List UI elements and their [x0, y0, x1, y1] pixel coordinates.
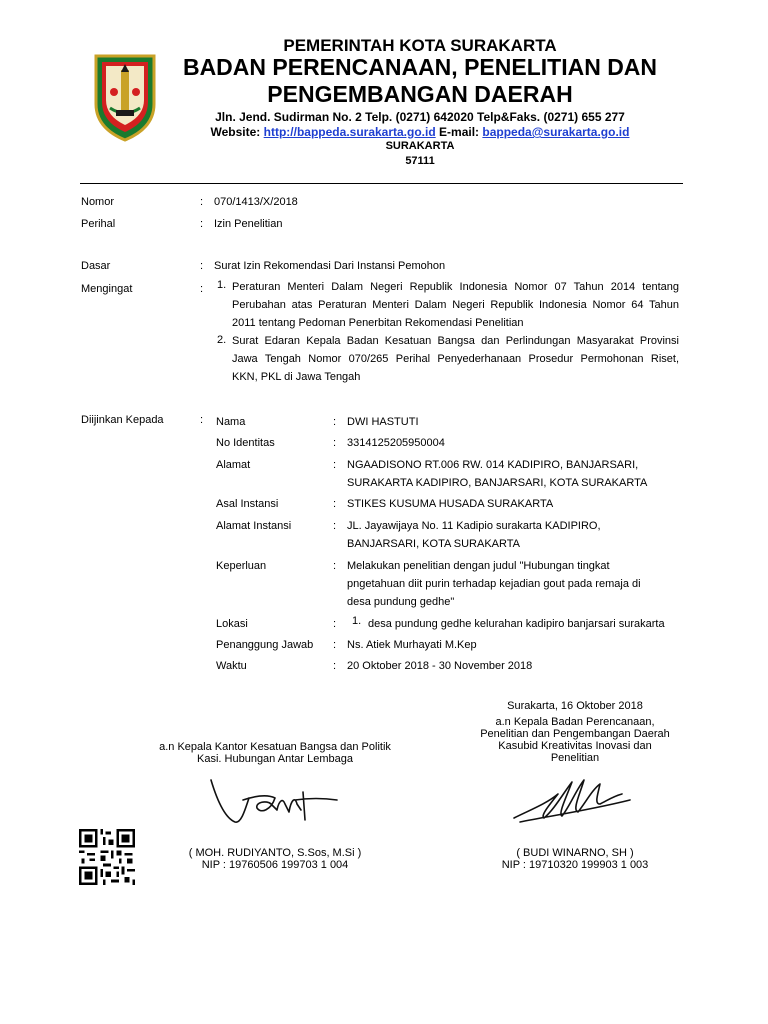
lokasi-number: 1.	[352, 615, 362, 627]
email-label: E-mail:	[439, 125, 480, 139]
alamat-instansi-label: Alamat Instansi	[216, 520, 292, 532]
lokasi-value: desa pundung gedhe kelurahan kadipiro banjarsari surakarta	[368, 618, 665, 630]
colon: :	[333, 520, 337, 532]
keperluan-line2: pngetahuan diit purin terhadap kejadian gout pada remaja di	[347, 578, 641, 590]
mengingat-1-line2: Perubahan atas Peraturan Menteri Dalam Negeri Republik Indonesia Nomor 64 Tahun	[232, 299, 679, 311]
website-link[interactable]: http://bappeda.surakarta.go.id	[263, 125, 436, 139]
waktu-label: Waktu	[216, 660, 247, 672]
mengingat-1-number: 1.	[217, 279, 227, 291]
penanggung-label: Penanggung Jawab	[216, 639, 314, 651]
qr-code-icon	[79, 829, 135, 885]
colon: :	[333, 660, 337, 672]
signature-right-line2: Penelitian dan Pengembangan Daerah	[480, 728, 670, 740]
mengingat-1	[232, 278, 679, 332]
header-agency-line2: PENGEMBANGAN DAERAH	[267, 81, 573, 107]
alamat-line1: NGAADISONO RT.006 RW. 014 KADIPIRO, BANJARSARI,	[347, 459, 639, 471]
alamat-instansi-line2: BANJARSARI, KOTA SURAKARTA	[347, 538, 520, 550]
signature-right-footer	[470, 847, 680, 871]
colon: :	[200, 260, 204, 272]
nomor-value: 070/1413/X/2018	[214, 196, 298, 208]
colon: :	[200, 196, 204, 208]
perihal-label: Perihal	[81, 218, 116, 230]
nomor-label: Nomor	[81, 196, 115, 208]
colon: :	[333, 560, 337, 572]
colon: :	[200, 283, 204, 295]
mengingat-label: Mengingat	[81, 283, 133, 295]
colon: :	[333, 459, 337, 471]
header-contact	[160, 125, 680, 139]
colon: :	[333, 639, 337, 651]
identitas-value: 3314125205950004	[347, 437, 445, 449]
keperluan-line1: Melakukan penelitian dengan judul "Hubungan tingkat	[347, 560, 610, 572]
header-address: Jln. Jend. Sudirman No. 2 Telp. (0271) 642020 Telp&Faks. (0271) 655 277	[215, 110, 625, 124]
waktu-value: 20 Oktober 2018 - 30 November 2018	[347, 660, 533, 672]
signature-right-line3: Kasubid Kreativitas Inovasi dan	[498, 740, 652, 752]
mengingat-1-line1: Peraturan Menteri Dalam Negeri Republik Indonesia Nomor 07 Tahun 2014 tentang	[232, 281, 679, 293]
mengingat-2-line1: Surat Edaran Kepala Badan Kesatuan Bangsa dan Perlindungan Masyarakat Provinsi	[232, 335, 679, 347]
keperluan-line3: desa pundung gedhe"	[347, 596, 455, 608]
signature-right-nip: NIP : 19710320 199903 1 003	[501, 859, 649, 871]
signature-right-name: ( BUDI WINARNO, SH )	[516, 847, 634, 859]
header-government: PEMERINTAH KOTA SURAKARTA	[283, 36, 557, 55]
signature-left-line2: Kasi. Hubungan Antar Lembaga	[197, 753, 353, 765]
diijinkan-label: Diijinkan Kepada	[81, 414, 164, 426]
signature-left-footer	[130, 847, 420, 871]
alamat-line2: SURAKARTA KADIPIRO, BANJARSARI, KOTA SURAKARTA	[347, 477, 648, 489]
colon: :	[333, 618, 337, 630]
header-postal: 57111	[405, 155, 435, 167]
signature-right-block	[470, 700, 680, 764]
signature-date: Surakarta, 16 Oktober 2018	[507, 700, 643, 712]
mengingat-2-line2: Jawa Tengah Nomor 070/265 Perihal Penyederhanaan Prosedur Permohonan Riset,	[232, 353, 679, 365]
city-crest-icon	[92, 52, 158, 142]
colon: :	[333, 437, 337, 449]
header-divider	[80, 183, 683, 184]
alamat-instansi-line1: JL. Jayawijaya No. 11 Kadipio surakarta KADIPIRO,	[347, 520, 601, 532]
penanggung-value: Ns. Atiek Murhayati M.Kep	[347, 639, 477, 651]
signature-left-nip: NIP : 19760506 199703 1 004	[201, 859, 349, 871]
mengingat-2	[232, 332, 679, 386]
nama-label: Nama	[216, 416, 246, 428]
perihal-value: Izin Penelitian	[214, 218, 283, 230]
keperluan-label: Keperluan	[216, 560, 267, 572]
mengingat-2-line3: KKN, PKL di Jawa Tengah	[232, 371, 361, 383]
signature-left-line1: a.n Kepala Kantor Kesatuan Bangsa dan Politik	[159, 741, 391, 753]
asal-instansi-label: Asal Instansi	[216, 498, 279, 510]
asal-instansi-value: STIKES KUSUMA HUSADA SURAKARTA	[347, 498, 554, 510]
colon: :	[200, 218, 204, 230]
mengingat-2-number: 2.	[217, 334, 227, 346]
colon: :	[333, 498, 337, 510]
dasar-value: Surat Izin Rekomendasi Dari Instansi Pemohon	[214, 260, 446, 272]
colon: :	[333, 416, 337, 428]
signature-right-line4: Penelitian	[550, 752, 600, 764]
dasar-label: Dasar	[81, 260, 111, 272]
alamat-label: Alamat	[216, 459, 251, 471]
email-link[interactable]: bappeda@surakarta.go.id	[482, 125, 630, 139]
header-agency-line1: BADAN PERENCANAAN, PENELITIAN DAN	[182, 54, 658, 80]
colon: :	[200, 414, 204, 426]
signature-left-name: ( MOH. RUDIYANTO, S.Sos, M.Si )	[188, 847, 362, 859]
nama-value: DWI HASTUTI	[347, 416, 419, 428]
lokasi-label: Lokasi	[216, 618, 248, 630]
signature-left-handwriting	[205, 770, 345, 830]
signature-left-block	[130, 741, 420, 765]
header-city: SURAKARTA	[385, 140, 455, 152]
signature-right-handwriting	[510, 770, 640, 830]
website-label: Website:	[210, 125, 261, 139]
identitas-label: No Identitas	[216, 437, 275, 449]
signature-right-line1: a.n Kepala Badan Perencanaan,	[495, 716, 655, 728]
mengingat-1-line3: 2011 tentang Pedoman Penerbitan Rekomendasi Penelitian	[232, 317, 524, 329]
